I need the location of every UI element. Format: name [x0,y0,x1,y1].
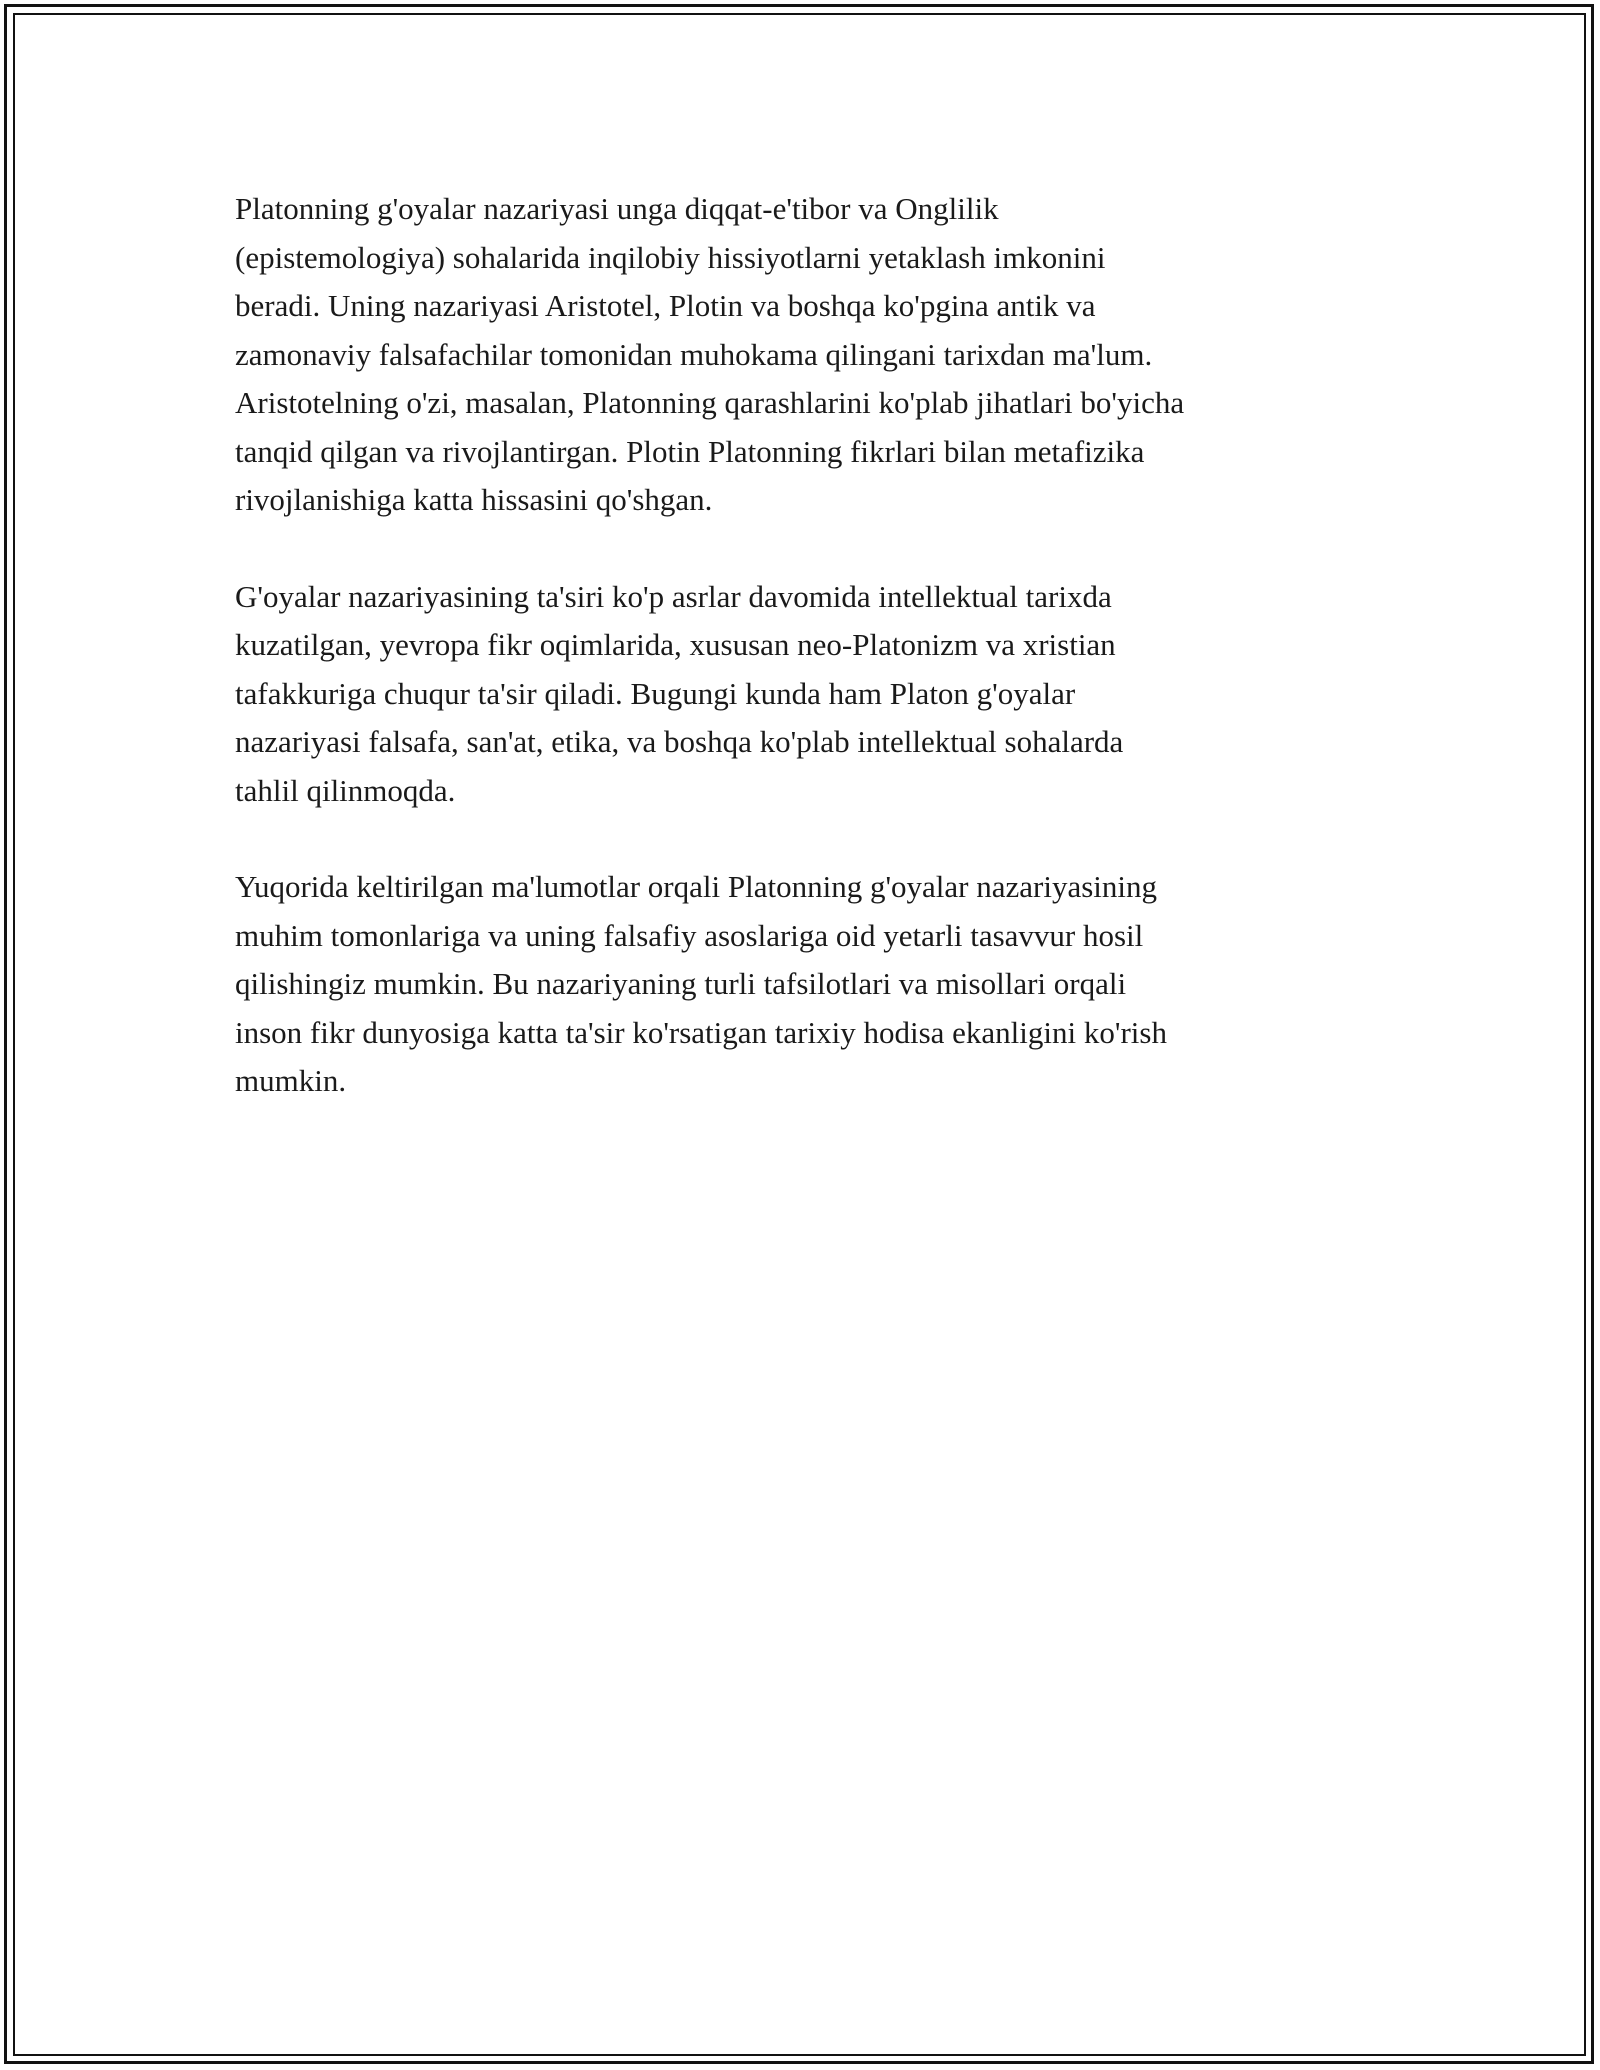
paragraph-2: G'oyalar nazariyasining ta'siri ko'p asrlar davomida intellektual tarixda kuzatilgan, yevropa fikr oqimlarida, xususan neo-Platonizm va xristian tafakkuriga chuqur ta'sir qiladi. Bugungi kunda ham Platon g'oyalar nazariyasi falsafa, san'at, etika, va boshqa ko'plab intellektual sohalarda tahlil qilinmoqda. [235,578,1124,808]
paragraph-1: Platonning g'oyalar nazariyasi unga diqqat-e'tibor va Onglilik (epistemologiya) sohalarida inqilobiy hissiyotlarni yetaklash imkonini beradi. Uning nazariyasi Aristotel, Plotin va boshqa ko'pgina antik va zamonaviy falsafachilar tomonidan muhokama qilingani tarixdan ma'lum. Aristotelning o'zi, masalan, Platonning qarashlarini ko'plab jihatlari bo'yicha tanqid qilgan va rivojlantirgan. Plotin Platonning fikrlari bilan metafizika rivojlanishiga katta hissasini qo'shgan. [235,191,1185,517]
paragraph-3: Yuqorida keltirilgan ma'lumotlar orqali Platonning g'oyalar nazariyasining muhim tomonlariga va uning falsafiy asoslariga oid yetarli tasavvur hosil qilishingiz mumkin. Bu nazariyaning turli tafsilotlari va misollari orqali inson fikr dunyosiga katta ta'sir ko'rsatigan tarixiy hodisa ekanligini ko'rish mumkin. [235,869,1167,1098]
document-body [235,185,1365,1154]
